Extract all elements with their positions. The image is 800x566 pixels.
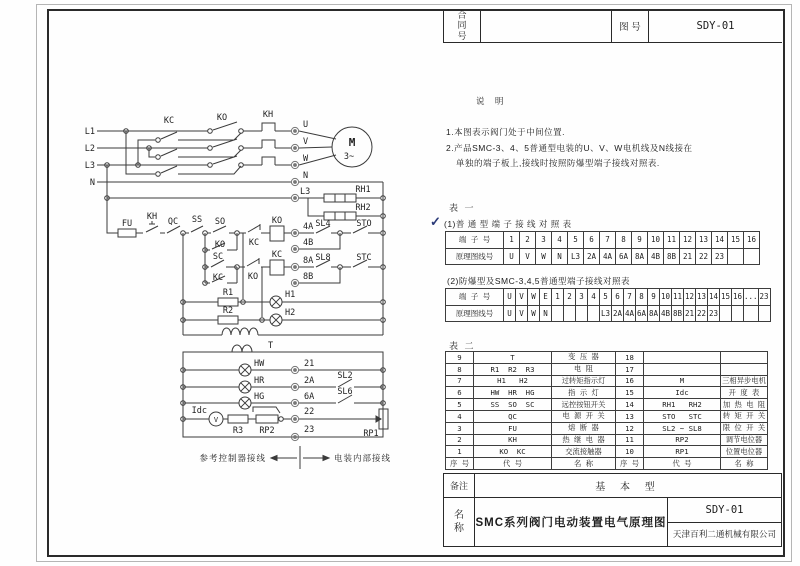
table-cell: 16 [744,232,760,249]
kc-main-contacts [161,132,177,173]
table-cell: 10 [648,232,664,249]
notes-title: 说 明 [476,96,508,106]
table-cell: 转 矩 开 关 [721,410,768,422]
label-r3: R3 [232,426,244,436]
table-cell: E [540,289,552,306]
company-name: 天津百利二通机械有限公司 [672,529,777,540]
table-cell: 8B [672,305,684,322]
label-rh1: RH1 [355,185,371,195]
table-cell: 12 [680,232,696,249]
table-cell: 13 [616,410,644,422]
table-cell: V [516,289,528,306]
table-cell: 交流接触器 [552,446,616,458]
table-cell: N [540,305,552,322]
table-cell: 9 [648,289,660,306]
legend-right-label: 电装内部接线 [334,454,392,464]
table-cell: 11 [664,232,680,249]
note-line-2: 2.产品SMC-3、4、5普通型电装的U、V、W电机线及N线接在 [446,143,693,153]
terminal-points [291,127,298,440]
heater-wires [107,165,380,216]
table-cell: W [528,289,540,306]
drawing-no-label: 图 号 [619,21,641,33]
label-vmeter: V [213,416,219,424]
table-cell: 13 [696,289,708,306]
table-cell: 5 [568,232,584,249]
label-n2: N [303,171,309,181]
ko-main-contacts [213,122,237,164]
table-cell: 7 [600,232,616,249]
label-ss: SS [191,215,203,225]
table-cell: 1 [446,446,474,458]
table-cell: 23 [758,289,770,306]
contract-label: 合同号 [457,9,467,41]
table-cell: V [520,248,536,265]
remark-label: 备注 [444,474,475,497]
table-cell: 6 [584,232,600,249]
branch-wires [205,233,380,283]
rp2-potentiometer [253,407,283,423]
table-cell: 8A [632,248,648,265]
note-line-3: 单独的端子板上,接线时按照防爆型端子接线对照表. [456,158,660,168]
label-sl6: SL6 [337,387,353,397]
label-ko-nc: KO [247,272,259,282]
label-4a: 4A [303,222,314,232]
check-icon: ✓ [430,214,441,229]
table-cell: 序 号 [616,458,644,470]
table-cell: 2 [520,232,536,249]
label-6a: 6A [304,392,315,402]
table-cell: U [504,289,516,306]
label-rp2: RP2 [259,426,275,436]
table-cell: QC [474,410,552,422]
table-cell: 14 [616,399,644,411]
table-cell: N [552,248,568,265]
label-l2: L2 [84,144,95,154]
label-sto: STO [356,219,372,229]
table-cell: 限 位 开 关 [721,422,768,434]
label-2a: 2A [304,376,315,386]
label-hw: HW [254,359,265,369]
table-cell: STO STC [644,410,721,422]
table-cell: 8B [664,248,680,265]
table-cell: 12 [616,422,644,434]
label-rp1: RP1 [363,429,379,439]
label-motor-phase: 3~ [343,152,355,162]
table-cell: 22 [696,305,708,322]
table-cell: 9 [446,352,474,364]
table-cell: 11 [672,289,684,306]
table-cell: 熔 断 器 [552,422,616,434]
table-cell: 加 热 电 阻 [721,399,768,411]
table-cell: 代 号 [474,458,552,470]
table-cell: 12 [684,289,696,306]
table1-title: 表 一 [449,203,476,213]
label-hg: HG [254,392,265,402]
table-cell: 端 子 号 [446,289,504,306]
table-cell: 2A [584,248,600,265]
table-cell: 2 [564,289,576,306]
label-hr: HR [254,376,265,386]
label-sl4: SL4 [315,219,331,229]
label-stc: STC [356,253,372,263]
hg-lamp [239,397,251,409]
kc-coil-symbol [270,260,284,275]
table-cell: 4B [660,305,672,322]
label-l3: L3 [84,161,95,171]
transformer-primary [183,328,383,335]
label-kc-coil: KC [271,250,283,260]
table-cell: W [528,305,540,322]
hr-lamp [239,381,251,393]
table1-sub2-title: (2)防爆型及SMC-3,4,5普通型端子接线对照表 [447,276,631,286]
table-cell: 18 [616,352,644,364]
table-cell: 5 [446,399,474,411]
table-cell: U [504,248,520,265]
h1-lamp [270,296,282,308]
label-ko: KO [216,113,228,123]
kc-reversing-wires [126,131,241,174]
table-cell: 4B [648,248,664,265]
table-cell: 4 [446,410,474,422]
table-cell: 名 称 [552,458,616,470]
table-cell: L3 [600,305,612,322]
table-cell: 15 [720,289,732,306]
table-cell: W [536,248,552,265]
table-cell: 2A [612,305,624,322]
table-cell: SL2 ~ SL8 [644,422,721,434]
table-cell: 端 子 号 [446,232,504,249]
table-cell: 代 号 [644,458,721,470]
table-cell: 4A [600,248,616,265]
transformer-secondary [232,345,252,352]
table-cell: 8A [648,305,660,322]
ko-coil-symbol [270,226,284,241]
table-cell: 1 [504,232,520,249]
table-cell: 10 [616,446,644,458]
table-cell: RP2 [644,434,721,446]
table-cell: 序 号 [446,458,474,470]
label-kh2: KH [146,212,158,222]
table-cell: 三相异步电机 [722,375,766,385]
label-l1: L1 [84,127,95,137]
table-cell: 远控按钮开关 [552,399,616,411]
label-22: 22 [304,407,315,417]
label-r1: R1 [222,288,234,298]
table-cell: 4A [624,305,636,322]
hw-lamp [239,364,251,376]
table-cell: SS SO SC [474,399,552,411]
table-cell: V [516,305,528,322]
table-cell: 3 [576,289,588,306]
label-n: N [89,178,95,188]
table-cell: T [474,352,552,364]
table-cell: 3 [446,422,474,434]
label-so: SO [214,217,226,227]
table-cell: U [504,305,516,322]
table-cell: 变 压 器 [552,352,616,364]
note-line-1: 1.本图表示阀门处于中间位置. [446,127,565,137]
table-cell: 7 [624,289,636,306]
table1-sub1-title: (1)普 通 型 端 子 接 线 对 照 表 [444,219,572,229]
label-h1: H1 [285,290,296,300]
table-cell: 位置电位器 [721,446,768,458]
table-cell: 15 [728,232,744,249]
table-cell: 名 称 [721,458,768,470]
table-cell: 6A [636,305,648,322]
table-cell: 2 [446,434,474,446]
label-h2: H2 [285,308,296,318]
table-cell: 11 [616,434,644,446]
label-kh: KH [262,110,274,120]
r1-resistor [218,298,238,306]
fuse-symbol [118,229,136,237]
label-ko-aux: KO [214,240,226,250]
indication-box [183,352,383,437]
table-cell: 17 [616,363,644,375]
table-cell: 3 [536,232,552,249]
drawing-title: SMC系列阀门电动装置电气原理图 [475,498,668,546]
rp1-potentiometer [373,409,388,429]
label-u: U [303,120,309,130]
table-cell: 4 [588,289,600,306]
table-cell: HW HR HG [474,387,552,399]
label-4b: 4B [303,238,314,248]
label-kc-nc: KC [248,238,260,248]
table-cell: Idc [644,387,721,399]
table-cell: 8 [446,363,474,375]
table2-title: 表 二 [449,341,476,351]
legend-divider [271,446,329,469]
table-cell: 1 [552,289,564,306]
table-cell: 21 [684,305,696,322]
table-cell: 14 [712,232,728,249]
label-l3b: L3 [300,187,311,197]
table-cell: 7 [446,375,474,387]
label-kc-aux: KC [212,273,224,283]
table-cell: FU [474,422,552,434]
table-cell: ... [744,289,759,306]
table-cell: 电 源 开 关 [552,410,616,422]
table-cell: 8 [636,289,648,306]
remark-value: 基 本 型 [595,482,661,493]
table-cell: 8 [616,232,632,249]
table-cell: 23 [708,305,720,322]
table-cell: KH [474,434,552,446]
table-cell: 16 [732,289,744,306]
table-cell: 5 [600,289,612,306]
label-w: W [303,154,309,164]
label-ko-coil: KO [271,216,283,226]
label-sl8: SL8 [315,253,331,263]
table-cell: 13 [696,232,712,249]
name-label: 名称 [454,510,464,534]
table-cell: 16 [616,375,644,387]
indication-wires [183,370,383,419]
table-cell: 6A [616,248,632,265]
label-23: 23 [304,425,315,435]
table-cell: KO KC [474,446,552,458]
label-v: V [303,137,309,147]
table-cell: RH1 RH2 [644,399,721,411]
table-cell: 15 [616,387,644,399]
label-qc: QC [167,217,179,227]
table-cell: R1 R2 R3 [474,363,552,375]
label-8b: 8B [303,272,314,282]
h2-lamp [270,314,282,326]
table-cell: H1 H2 [474,375,552,387]
legend-left-label: 参考控制器接线 [199,454,266,464]
table-cell: L3 [568,248,584,265]
label-r2: R2 [222,306,234,316]
table-cell: 23 [712,248,728,265]
label-sc: SC [212,252,224,262]
title-drawing-no: SDY-01 [668,498,781,523]
r3-resistor [228,415,248,423]
label-rh2: RH2 [355,203,371,213]
table-cell: 21 [680,248,696,265]
table-cell: RP1 [644,446,721,458]
table-cell: M [644,375,721,387]
table-cell: 6 [612,289,624,306]
table-cell: 调节电位器 [721,434,768,446]
label-t: T [268,341,274,351]
table-cell: 9 [632,232,648,249]
table-cell: 过转矩指示灯 [552,375,616,387]
table-cell: 10 [660,289,672,306]
drawing-no-value: SDY-01 [696,19,735,32]
table-cell: 开 度 表 [721,387,768,399]
label-kc: KC [163,116,175,126]
label-21: 21 [304,359,315,369]
table-cell: 原理图线号 [446,248,504,265]
label-motor: M [348,136,356,149]
table-cell: 热 继 电 器 [552,434,616,446]
table-cell: 14 [708,289,720,306]
label-sl2: SL2 [337,371,353,381]
r2-resistor [218,316,238,324]
label-8a: 8A [303,256,314,266]
table-cell: 电 阻 [552,363,616,375]
table-cell: 6 [446,387,474,399]
power-wires [97,123,383,182]
table-cell: 原理图线号 [446,305,504,322]
table-cell: 指 示 灯 [552,387,616,399]
table-cell: 4 [552,232,568,249]
table-cell: 22 [696,248,712,265]
label-idc: Idc [191,406,207,416]
label-fu: FU [121,219,133,229]
